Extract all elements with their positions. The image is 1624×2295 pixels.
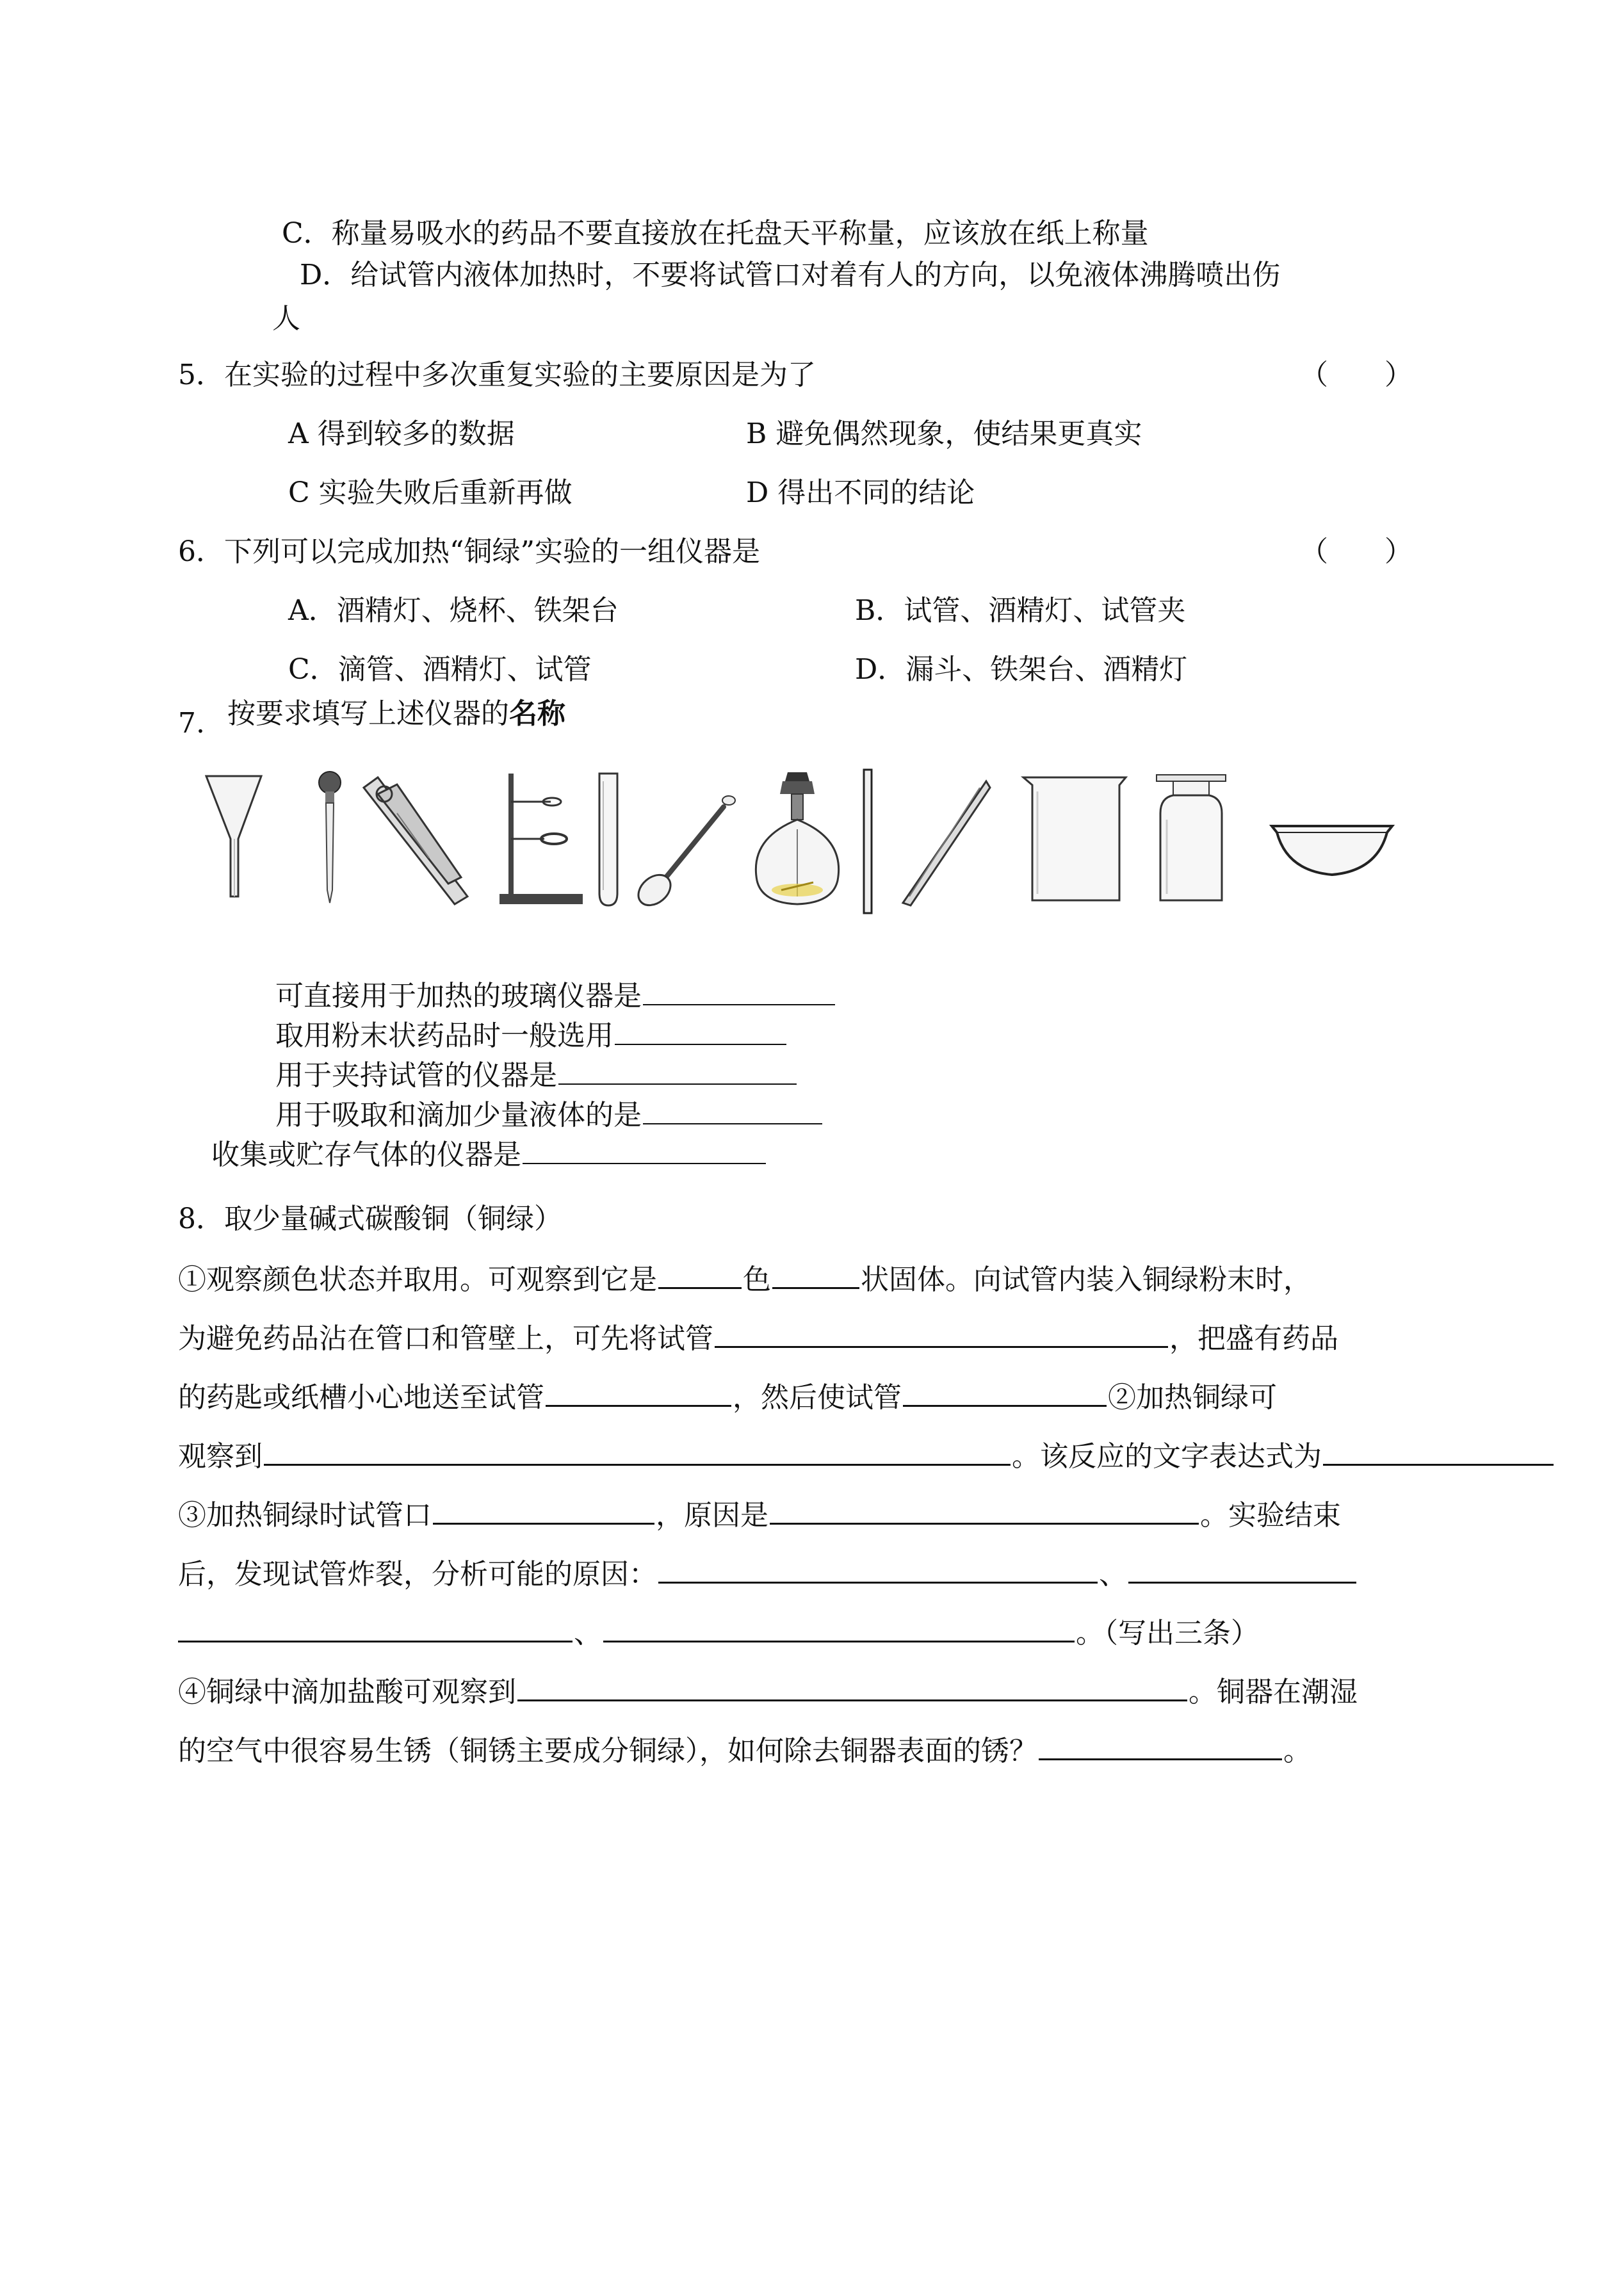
q8-blank-tube-mouth[interactable] <box>433 1495 654 1525</box>
q7-number: 7. <box>178 707 205 740</box>
q5-option-b: B 避免偶然现象，使结果更真实 <box>746 418 1142 450</box>
q8-l8-b: 。铜器在潮湿 <box>1189 1676 1358 1708</box>
gas-jar-icon <box>1146 768 1236 909</box>
q7-blank-4[interactable] <box>643 1095 822 1124</box>
q5-stem: 5．在实验的过程中多次重复实验的主要原因是为了 <box>178 359 816 391</box>
q4-option-c: C．称量易吸水的药品不要直接放在托盘天平称量，应该放在纸上称量 <box>282 217 1149 250</box>
q7-blank-5[interactable] <box>523 1135 766 1164</box>
test-tube-icon <box>596 768 621 909</box>
q8-line-8 <box>178 1671 1358 1712</box>
q6-option-d: D．漏斗、铁架台、酒精灯 <box>855 653 1188 686</box>
q8-l5-a: ③加热铜绿时试管口 <box>178 1499 432 1532</box>
q8-l8-a: ④铜绿中滴加盐酸可观察到 <box>178 1676 516 1708</box>
q7-line-clamp <box>275 1055 798 1094</box>
q8-blank-tube-action[interactable] <box>903 1377 1107 1407</box>
q8-stem: 8．取少量碱式碳酸铜（铜绿） <box>178 1203 562 1235</box>
q8-line-7 <box>178 1612 1259 1653</box>
q7-stem-text: 按要求填写上述仪器的 <box>227 697 509 730</box>
q8-blank-cause-4[interactable] <box>603 1612 1075 1642</box>
q5-answer-paren: （ ） <box>1300 359 1413 391</box>
q8-l9-a: 的空气中很容易生锈（铜锈主要成分铜绿），如何除去铜器表面的锈？ <box>178 1735 1037 1767</box>
beaker-icon <box>1018 768 1133 909</box>
q7-line-powder-text: 取用粉末状药品时一般选用 <box>275 1019 613 1052</box>
q8-line-2 <box>178 1318 1338 1358</box>
q7-line-clamp-text: 用于夹持试管的仪器是 <box>275 1059 557 1092</box>
q8-blank-cause-2[interactable] <box>1128 1553 1356 1584</box>
q8-blank-color[interactable] <box>658 1259 742 1289</box>
q8-l4-b: 。该反应的文字表达式为 <box>1012 1440 1322 1473</box>
q7-blank-3[interactable] <box>558 1055 797 1085</box>
q8-l7-b: 。（写出三条） <box>1076 1617 1259 1650</box>
tweezers-icon <box>890 768 993 916</box>
q8-l5-b: ，原因是 <box>656 1499 768 1532</box>
q5-option-d: D 得出不同的结论 <box>746 476 975 509</box>
q6-option-c: C．滴管、酒精灯、试管 <box>288 653 592 686</box>
test-tube-clamp-icon <box>359 768 474 909</box>
q8-l1-b: 色 <box>743 1263 771 1296</box>
q7-line-gas <box>211 1135 767 1173</box>
q5-option-a: A 得到较多的数据 <box>288 418 515 450</box>
apparatus-illustrations <box>192 768 1447 941</box>
q8-l3-a: 的药匙或纸槽小心地送至试管 <box>178 1381 544 1414</box>
q8-line-1 <box>178 1259 1311 1299</box>
q7-line-dropper <box>275 1095 824 1133</box>
iron-stand-icon <box>480 768 589 909</box>
q8-l2-a: 为避免药品沾在管口和管壁上，可先将试管 <box>178 1322 713 1355</box>
q8-blank-acid-observation[interactable] <box>517 1671 1187 1701</box>
q8-blank-word-equation[interactable] <box>1323 1436 1554 1466</box>
q7-stem <box>227 695 565 733</box>
q8-blank-cause-3[interactable] <box>178 1612 572 1642</box>
q8-line-3 <box>178 1377 1277 1417</box>
q8-l3-c: ②加热铜绿可 <box>1108 1381 1277 1414</box>
q8-l5-c: 。实验结束 <box>1200 1499 1341 1532</box>
q4-option-d-line2: 人 <box>272 302 300 335</box>
q8-blank-tube-bottom[interactable] <box>546 1377 731 1407</box>
q8-blank-rust-removal[interactable] <box>1039 1730 1282 1760</box>
q8-l4-a: 观察到 <box>178 1440 263 1473</box>
q8-blank-cause-1[interactable] <box>658 1553 1098 1584</box>
dropper-icon <box>317 768 343 909</box>
q8-l3-b: ，然后使试管 <box>733 1381 902 1414</box>
q7-line-powder <box>275 1016 788 1054</box>
q7-line-heatable-text: 可直接用于加热的玻璃仪器是 <box>275 980 642 1012</box>
q7-line-gas-text: 收集或贮存气体的仪器是 <box>211 1139 521 1171</box>
q8-line-6 <box>178 1553 1358 1594</box>
q8-l6-b: 、 <box>1099 1558 1127 1591</box>
q6-option-b: B．试管、酒精灯、试管夹 <box>855 594 1186 627</box>
q7-blank-1[interactable] <box>643 976 835 1005</box>
q8-l7-a: 、 <box>574 1617 602 1650</box>
q8-l6-a: 后，发现试管炸裂，分析可能的原因： <box>178 1558 657 1591</box>
evaporating-dish-icon <box>1268 768 1396 909</box>
q5-option-c: C 实验失败后重新再做 <box>288 476 572 509</box>
q6-option-a: A．酒精灯、烧杯、铁架台 <box>288 594 619 627</box>
q4-option-d-line1: D．给试管内液体加热时，不要将试管口对着有人的方向，以免液体沸腾喷出伤 <box>300 259 1281 291</box>
q8-l9-b: 。 <box>1283 1735 1311 1767</box>
q8-l2-b: ，把盛有药品 <box>1169 1322 1338 1355</box>
q8-blank-tube-position[interactable] <box>715 1318 1168 1348</box>
q8-l1-c: 状固体。向试管内装入铜绿粉末时， <box>861 1263 1311 1296</box>
q6-answer-paren: （ ） <box>1300 535 1413 568</box>
glass-rod-icon <box>858 768 877 916</box>
q8-line-4 <box>178 1436 1555 1476</box>
q7-line-heatable <box>275 976 836 1014</box>
spoon-icon <box>628 768 736 909</box>
q8-blank-reason[interactable] <box>770 1495 1199 1525</box>
q6-stem: 6．下列可以完成加热“铜绿”实验的一组仪器是 <box>178 535 760 568</box>
q8-blank-observation[interactable] <box>264 1436 1011 1466</box>
q8-line-9 <box>178 1730 1311 1771</box>
alcohol-lamp-icon <box>743 768 852 916</box>
q8-l1-a: ①观察颜色状态并取用。可观察到它是 <box>178 1263 657 1296</box>
q7-line-dropper-text: 用于吸取和滴加少量液体的是 <box>275 1099 642 1131</box>
q7-blank-2[interactable] <box>615 1016 786 1045</box>
funnel-icon <box>205 768 263 909</box>
q7-stem-bold: 名称 <box>509 697 565 730</box>
q8-line-5 <box>178 1495 1341 1535</box>
q8-blank-state[interactable] <box>772 1259 859 1289</box>
